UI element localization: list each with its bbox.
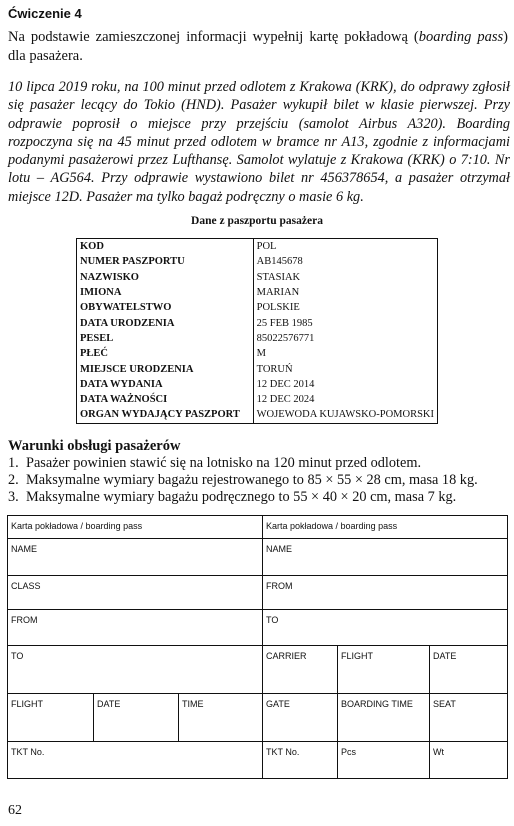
condition-number: 3. bbox=[8, 489, 19, 505]
right-gate-field[interactable] bbox=[263, 696, 337, 741]
passport-field-label: OBYWATELSTWO bbox=[77, 300, 254, 315]
condition-text: Pasażer powinien stawić się na lotnisko na 120 minut przed odlotem. bbox=[26, 455, 422, 471]
right-weight-field[interactable] bbox=[430, 744, 507, 778]
left-class-label: CLASS bbox=[11, 581, 41, 591]
passport-row bbox=[77, 239, 438, 255]
passport-field-label: DATA WAŻNOŚCI bbox=[77, 392, 254, 407]
page-number: 62 bbox=[8, 803, 22, 818]
left-flight-field[interactable] bbox=[8, 696, 93, 741]
right-ticket-field[interactable] bbox=[263, 744, 337, 778]
passport-field-label: PESEL bbox=[77, 331, 254, 346]
right-to-label: TO bbox=[266, 615, 279, 625]
passport-field-value: POL bbox=[256, 241, 277, 253]
boarding-pass-form bbox=[7, 515, 508, 779]
exercise-instruction bbox=[8, 28, 508, 65]
passport-field-label: KOD bbox=[77, 239, 254, 255]
passport-row bbox=[77, 315, 438, 330]
right-flight-label: FLIGHT bbox=[341, 651, 374, 661]
passport-row bbox=[77, 254, 438, 269]
conditions-list bbox=[8, 455, 478, 506]
passport-field-value: WOJEWODA KUJAWSKO-POMORSKI bbox=[256, 409, 434, 421]
left-date-field[interactable] bbox=[94, 696, 178, 741]
instruction-term: boarding pass bbox=[418, 29, 504, 45]
condition-number: 2. bbox=[8, 472, 19, 488]
instruction-text-end: ) dla pasażera. bbox=[8, 29, 509, 64]
left-to-field[interactable] bbox=[8, 648, 262, 693]
passport-field-label: NAZWISKO bbox=[77, 270, 254, 285]
passport-row bbox=[77, 392, 438, 407]
right-boarding-time-field[interactable] bbox=[338, 696, 429, 741]
passport-row bbox=[77, 331, 438, 346]
right-gate-label: GATE bbox=[266, 699, 290, 709]
right-date-label: DATE bbox=[433, 651, 457, 661]
passport-field-value: 85022576771 bbox=[256, 332, 315, 344]
left-name-field[interactable] bbox=[8, 541, 262, 575]
passport-row bbox=[77, 361, 438, 376]
left-from-field[interactable] bbox=[8, 612, 262, 645]
conditions-title: Warunki obsługi pasażerów bbox=[8, 438, 181, 454]
right-seat-field[interactable] bbox=[430, 696, 507, 741]
passport-row bbox=[77, 270, 438, 285]
passport-field-label: DATA WYDANIA bbox=[77, 377, 254, 392]
condition-number: 1. bbox=[8, 455, 19, 471]
right-seat-label: SEAT bbox=[433, 699, 456, 709]
condition-text: Maksymalne wymiary bagażu rejestrowanego to 85 × 55 × 28 cm, masa 18 kg. bbox=[26, 472, 478, 488]
passport-field-value: MARIAN bbox=[256, 287, 300, 299]
condition-text: Maksymalne wymiary bagażu podręcznego to 55 × 40 × 20 cm, masa 7 kg. bbox=[26, 489, 457, 505]
left-time-field[interactable] bbox=[179, 696, 262, 741]
left-flight-label: FLIGHT bbox=[11, 699, 44, 709]
right-carrier-field[interactable] bbox=[263, 648, 337, 693]
passport-row bbox=[77, 407, 438, 423]
passport-field-value: 12 DEC 2014 bbox=[256, 378, 315, 390]
right-from-field[interactable] bbox=[263, 578, 507, 609]
passport-table bbox=[76, 238, 438, 424]
passport-field-value: AB145678 bbox=[256, 256, 303, 268]
passport-field-value: 12 DEC 2024 bbox=[256, 394, 315, 406]
passport-field-value: 25 FEB 1985 bbox=[256, 317, 313, 329]
left-class-field[interactable] bbox=[8, 578, 262, 609]
left-stub-header: Karta pokładowa / boarding pass bbox=[11, 521, 143, 531]
passport-field-label: MIEJSCE URODZENIA bbox=[77, 361, 254, 376]
right-to-field[interactable] bbox=[263, 612, 507, 645]
passport-field-label: ORGAN WYDAJĄCY PASZPORT bbox=[77, 407, 254, 423]
condition-item bbox=[8, 489, 478, 506]
passport-field-label: PŁEĆ bbox=[77, 346, 254, 361]
left-ticket-label: TKT No. bbox=[11, 747, 45, 757]
passport-row bbox=[77, 300, 438, 315]
left-to-label: TO bbox=[11, 651, 24, 661]
condition-item bbox=[8, 455, 478, 472]
passport-field-value: TORUŃ bbox=[256, 363, 293, 375]
passport-row bbox=[77, 346, 438, 361]
right-from-label: FROM bbox=[266, 581, 293, 591]
right-date-field[interactable] bbox=[430, 648, 507, 693]
passport-field-value: POLSKIE bbox=[256, 302, 300, 314]
passport-row bbox=[77, 377, 438, 392]
instruction-text: Na podstawie zamieszczonej informacji wypełnij kartę pokładową ( bbox=[8, 29, 419, 45]
passport-row bbox=[77, 285, 438, 300]
passport-field-label: IMIONA bbox=[77, 285, 254, 300]
left-ticket-field[interactable] bbox=[8, 744, 262, 778]
passport-heading: Dane z paszportu pasażera bbox=[191, 215, 323, 227]
passport-field-value: M bbox=[256, 348, 266, 360]
right-pieces-label: Pcs bbox=[341, 747, 357, 757]
left-name-label: NAME bbox=[11, 544, 38, 554]
right-stub-header: Karta pokładowa / boarding pass bbox=[266, 521, 398, 531]
right-pieces-field[interactable] bbox=[338, 744, 429, 778]
passport-field-label: NUMER PASZPORTU bbox=[77, 254, 254, 269]
right-name-field[interactable] bbox=[263, 541, 507, 575]
left-date-label: DATE bbox=[97, 699, 121, 709]
right-ticket-label: TKT No. bbox=[266, 747, 300, 757]
right-weight-label: Wt bbox=[433, 747, 444, 757]
passport-field-value: STASIAK bbox=[256, 271, 301, 283]
left-from-label: FROM bbox=[11, 615, 38, 625]
right-carrier-label: CARRIER bbox=[266, 651, 307, 661]
right-flight-field[interactable] bbox=[338, 648, 429, 693]
left-time-label: TIME bbox=[182, 699, 204, 709]
right-name-label: NAME bbox=[266, 544, 293, 554]
condition-item bbox=[8, 472, 478, 489]
passport-field-label: DATA URODZENIA bbox=[77, 315, 254, 330]
right-boarding-time-label: BOARDING TIME bbox=[341, 699, 413, 709]
exercise-title: Ćwiczenie 4 bbox=[8, 6, 82, 21]
exercise-story: 10 lipca 2019 roku, na 100 minut przed odlotem z Krakowa (KRK), do odprawy zgłosił się pasażer lecący do Tokio (HND). Pasażer wykupił bilet w klasie pierwszej. Przy odprawie poprosił o miejsce przy przejściu (samolot Airbus A320). Boarding rozpoczyna się na 45 minut przed odlotem w bramce nr A13, zgodnie z informacjami podanymi pasażerowi przez Lufthansę. Samolot wylatuje z Krakowa (KRK) o 7:10. Nr lotu – AG564. Przy odprawie wystawiono bilet nr 456378654, a pasażer otrzymał miejsce 12D. Pasażer ma tylko bagaż podręczny o masie 6 kg. bbox=[8, 79, 510, 205]
